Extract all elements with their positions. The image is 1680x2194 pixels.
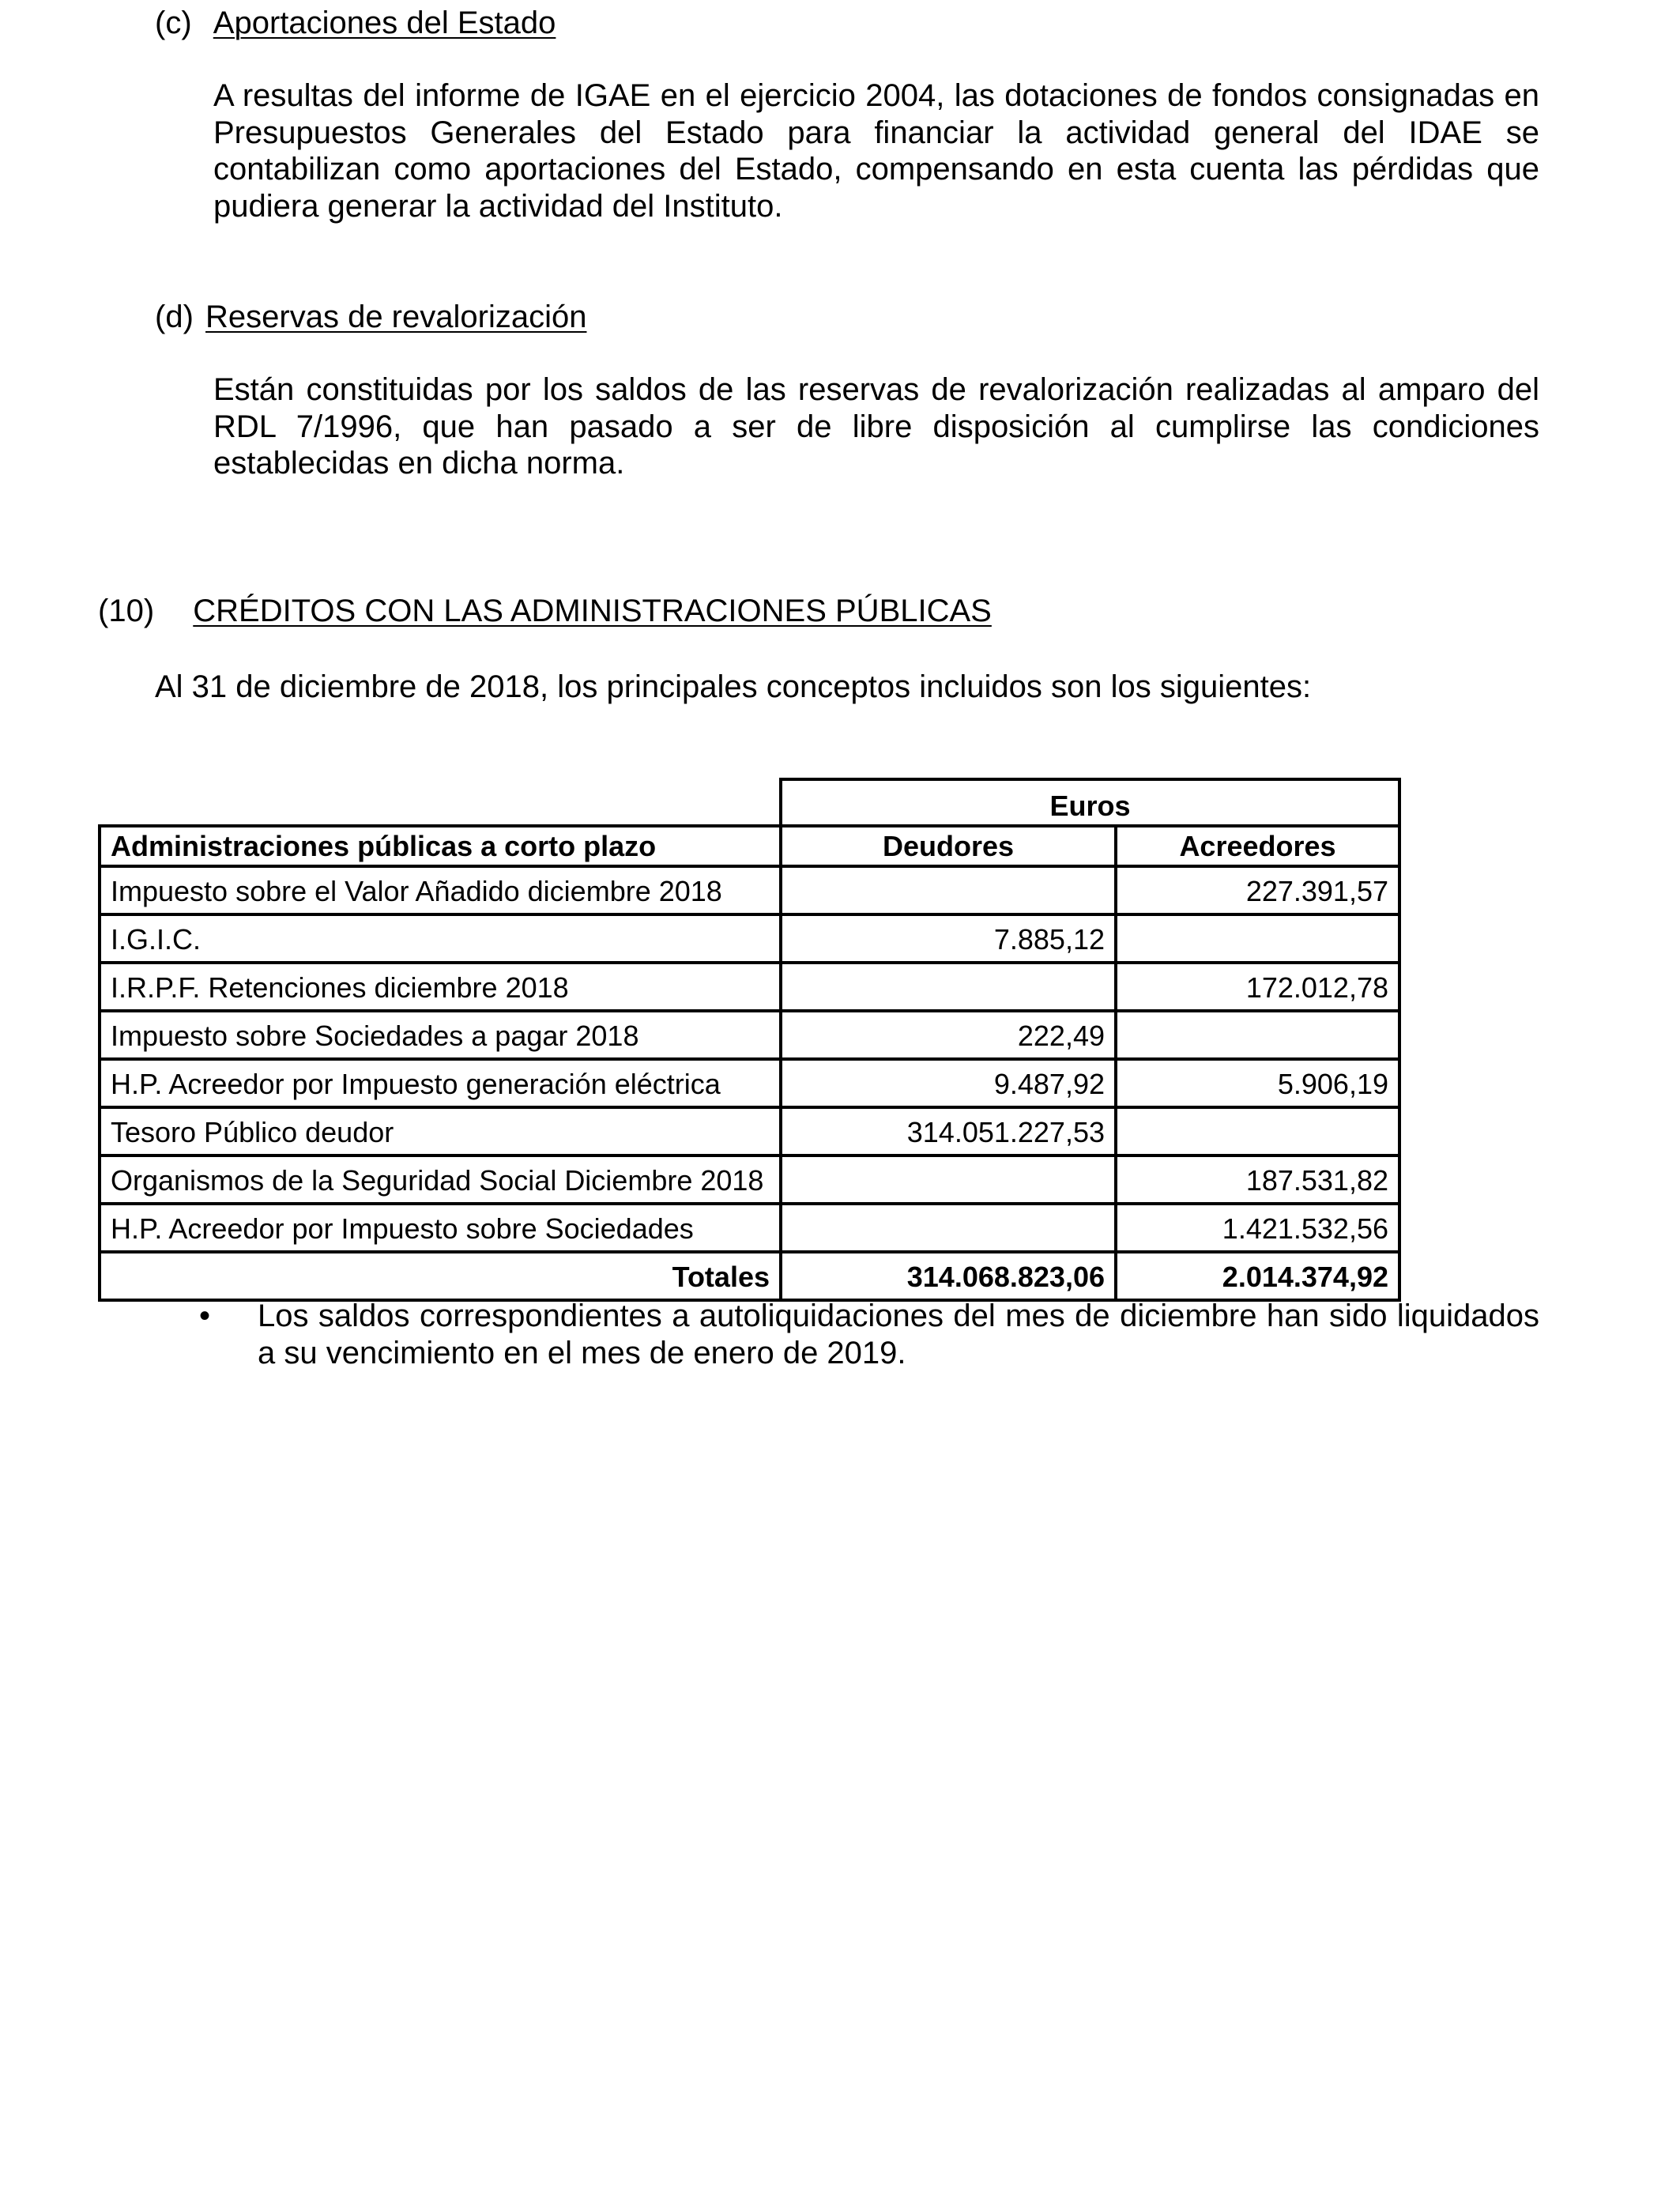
row-deudores xyxy=(781,1155,1116,1204)
table-row xyxy=(100,1059,1399,1107)
table-row xyxy=(100,914,1399,963)
row-concept: I.R.P.F. Retenciones diciembre 2018 xyxy=(100,963,781,1011)
column-header-deudores: Deudores xyxy=(781,826,1116,866)
table-row xyxy=(100,1011,1399,1059)
row-concept: Organismos de la Seguridad Social Diciembre 2018 xyxy=(100,1155,781,1204)
section-d-title: Reservas de revalorización xyxy=(205,300,587,334)
table-row xyxy=(100,866,1399,914)
row-deudores xyxy=(781,963,1116,1011)
row-deudores xyxy=(781,866,1116,914)
row-deudores: 314.051.227,53 xyxy=(781,1107,1116,1155)
table-header-row xyxy=(100,826,1399,866)
section-c-title: Aportaciones del Estado xyxy=(213,6,556,40)
row-deudores xyxy=(781,1204,1116,1252)
row-acreedores xyxy=(1116,1107,1399,1155)
row-concept: Impuesto sobre Sociedades a pagar 2018 xyxy=(100,1011,781,1059)
administraciones-publicas-table xyxy=(98,778,1401,1302)
row-acreedores xyxy=(1116,914,1399,963)
bullet-note: Los saldos correspondientes a autoliquidaciones del mes de diciembre han sido liquidados a su vencimiento en el mes de enero de 2019. xyxy=(258,1299,1539,1370)
column-header-concept: Administraciones públicas a corto plazo xyxy=(100,826,781,866)
row-acreedores: 1.421.532,56 xyxy=(1116,1204,1399,1252)
section-10-marker: (10) xyxy=(98,594,155,628)
section-d-heading xyxy=(155,299,586,335)
row-acreedores: 187.531,82 xyxy=(1116,1155,1399,1204)
section-10-heading xyxy=(98,593,992,629)
row-acreedores: 227.391,57 xyxy=(1116,866,1399,914)
row-concept: Impuesto sobre el Valor Añadido diciembre 2018 xyxy=(100,866,781,914)
row-acreedores xyxy=(1116,1011,1399,1059)
section-c-paragraph: A resultas del informe de IGAE en el ejercicio 2004, las dotaciones de fondos consignadas en Presupuestos Generales del Estado para financiar la actividad general del IDAE se contabilizan como aportaciones del Estado, compensando en esta cuenta las pérdidas que pudiera generar la actividad del Instituto. xyxy=(213,78,1539,224)
row-concept: Tesoro Público deudor xyxy=(100,1107,781,1155)
row-acreedores: 172.012,78 xyxy=(1116,963,1399,1011)
table-row xyxy=(100,963,1399,1011)
row-concept: H.P. Acreedor por Impuesto generación eléctrica xyxy=(100,1059,781,1107)
section-10-intro: Al 31 de diciembre de 2018, los principales conceptos incluidos son los siguientes: xyxy=(155,669,1312,704)
table-group-header: Euros xyxy=(781,779,1399,826)
section-d-paragraph: Están constituidas por los saldos de las reservas de revalorización realizadas al amparo del RDL 7/1996, que han pasado a ser de libre disposición al cumplirse las condiciones establecidas en dicha norma. xyxy=(213,372,1539,481)
column-header-acreedores: Acreedores xyxy=(1116,826,1399,866)
section-c-heading xyxy=(155,5,556,41)
row-deudores: 9.487,92 xyxy=(781,1059,1116,1107)
totals-acreedores: 2.014.374,92 xyxy=(1116,1252,1399,1300)
table-row xyxy=(100,1204,1399,1252)
bullet-icon: • xyxy=(199,1299,211,1333)
totals-label: Totales xyxy=(100,1252,781,1300)
row-concept: H.P. Acreedor por Impuesto sobre Sociedades xyxy=(100,1204,781,1252)
table-row xyxy=(100,1107,1399,1155)
table-group-header-row xyxy=(100,779,1399,826)
row-concept: I.G.I.C. xyxy=(100,914,781,963)
section-c-marker: (c) xyxy=(155,6,192,40)
table-corner-blank xyxy=(100,779,781,826)
table-row xyxy=(100,1155,1399,1204)
row-acreedores: 5.906,19 xyxy=(1116,1059,1399,1107)
totals-deudores: 314.068.823,06 xyxy=(781,1252,1116,1300)
row-deudores: 222,49 xyxy=(781,1011,1116,1059)
table-totals-row xyxy=(100,1252,1399,1300)
row-deudores: 7.885,12 xyxy=(781,914,1116,963)
section-d-marker: (d) xyxy=(155,300,194,334)
section-10-title: CRÉDITOS CON LAS ADMINISTRACIONES PÚBLICAS xyxy=(193,594,992,628)
